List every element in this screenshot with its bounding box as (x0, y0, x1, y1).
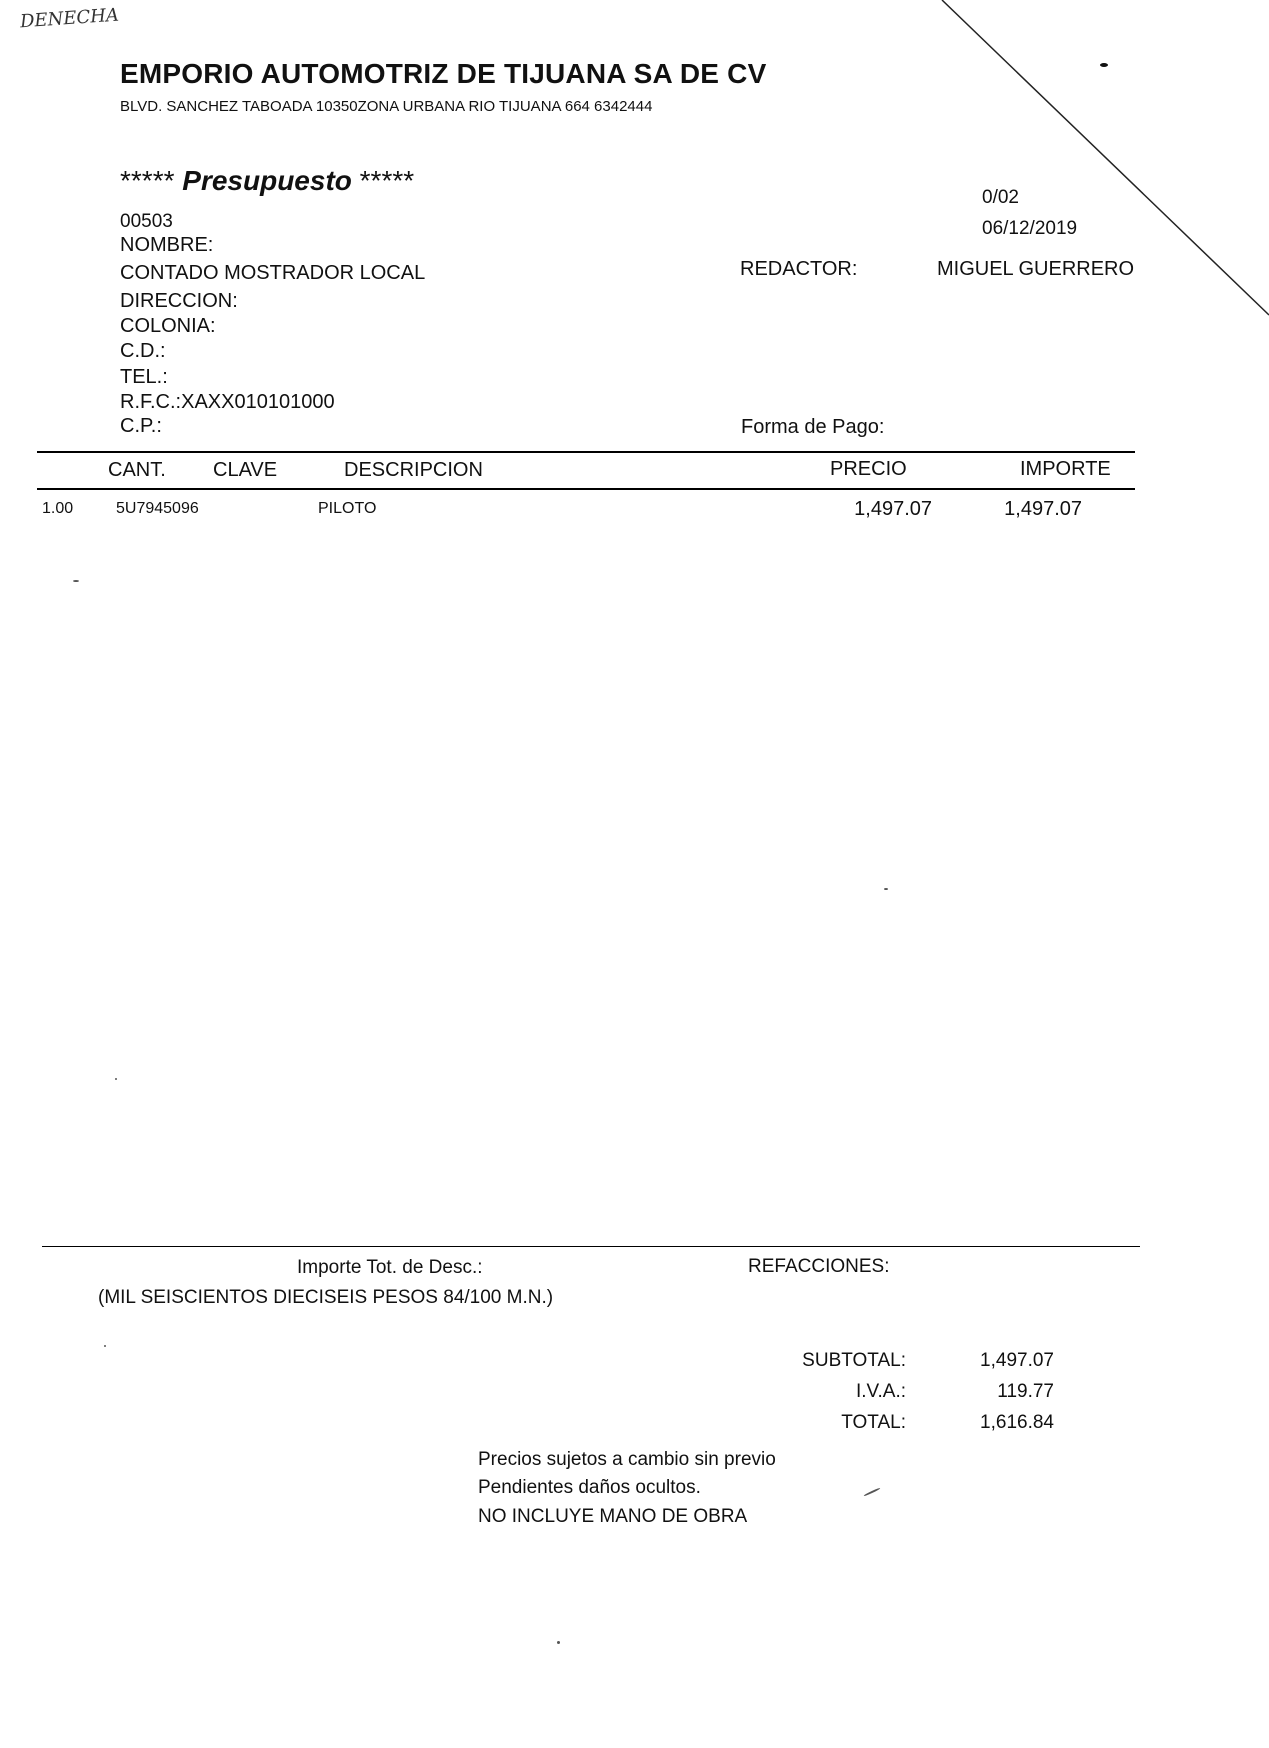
scan-speck (73, 580, 79, 582)
note-line: NO INCLUYE MANO DE OBRA (478, 1506, 748, 1527)
desc-label: Importe Tot. de Desc.: (297, 1257, 483, 1278)
colonia-label: COLONIA: (120, 315, 216, 337)
note-line: Pendientes daños ocultos. (478, 1477, 701, 1498)
col-header-precio: PRECIO (830, 458, 907, 480)
iva-value: 119.77 (997, 1381, 1054, 1402)
subtotal-label: SUBTOTAL: (802, 1350, 906, 1371)
redactor-value: MIGUEL GUERRERO (937, 258, 1135, 280)
row-precio: 1,497.07 (854, 498, 932, 520)
table-header-rule (37, 488, 1135, 490)
footer-rule (42, 1246, 1140, 1247)
total-label: TOTAL: (841, 1412, 906, 1433)
row-importe: 1,497.07 (1004, 498, 1082, 520)
row-descripcion: PILOTO (318, 500, 377, 517)
scan-speck (884, 888, 888, 890)
scan-speck (557, 1641, 560, 1644)
note-line: Precios sujetos a cambio sin previo (478, 1449, 776, 1470)
company-name: EMPORIO AUTOMOTRIZ DE TIJUANA SA DE CV (120, 58, 767, 89)
iva-label: I.V.A.: (856, 1381, 906, 1402)
direccion-label: DIRECCION: (120, 290, 238, 312)
amount-in-words: (MIL SEISCIENTOS DIECISEIS PESOS 84/100 M.N.) (98, 1287, 554, 1308)
company-address: BLVD. SANCHEZ TABOADA 10350ZONA URBANA RIO TIJUANA 664 6342444 (120, 98, 653, 115)
nombre-label: NOMBRE: (120, 234, 214, 256)
rfc-field (120, 391, 335, 414)
scan-speck (115, 1078, 117, 1080)
col-header-importe: IMPORTE (1020, 458, 1111, 480)
subtotal-value: 1,497.07 (980, 1350, 1054, 1371)
tel-label: TEL.: (120, 366, 168, 388)
redactor-label: REDACTOR: (740, 258, 858, 280)
col-header-descripcion: DESCRIPCION (344, 459, 483, 481)
cp-label: C.P.: (120, 415, 162, 437)
col-header-clave: CLAVE (213, 459, 278, 481)
document-number: 00503 (120, 211, 173, 232)
title-prefix: ***** (120, 165, 175, 196)
row-cant: 1.00 (42, 500, 74, 517)
document-title (120, 165, 414, 197)
total-value: 1,616.84 (980, 1412, 1054, 1433)
table-top-rule (37, 451, 1135, 453)
scan-speck (863, 1487, 880, 1496)
scan-speck (1100, 63, 1108, 67)
title-suffix: ***** (359, 165, 415, 196)
nombre-value: CONTADO MOSTRADOR LOCAL (120, 262, 426, 284)
rfc-label: R.F.C.: (120, 391, 182, 413)
refacciones-label: REFACCIONES: (748, 1256, 890, 1277)
col-header-cant: CANT. (108, 459, 166, 481)
rfc-value: XAXX010101000 (181, 391, 335, 413)
row-clave: 5U7945096 (116, 500, 199, 517)
scan-speck (104, 1345, 106, 1347)
document-date: 06/12/2019 (982, 218, 1078, 239)
page-number: 0/02 (982, 187, 1019, 208)
cd-label: C.D.: (120, 340, 166, 362)
title-word: Presupuesto (182, 165, 352, 196)
payment-label: Forma de Pago: (741, 416, 885, 438)
handwritten-note: DENECHA (19, 4, 120, 33)
